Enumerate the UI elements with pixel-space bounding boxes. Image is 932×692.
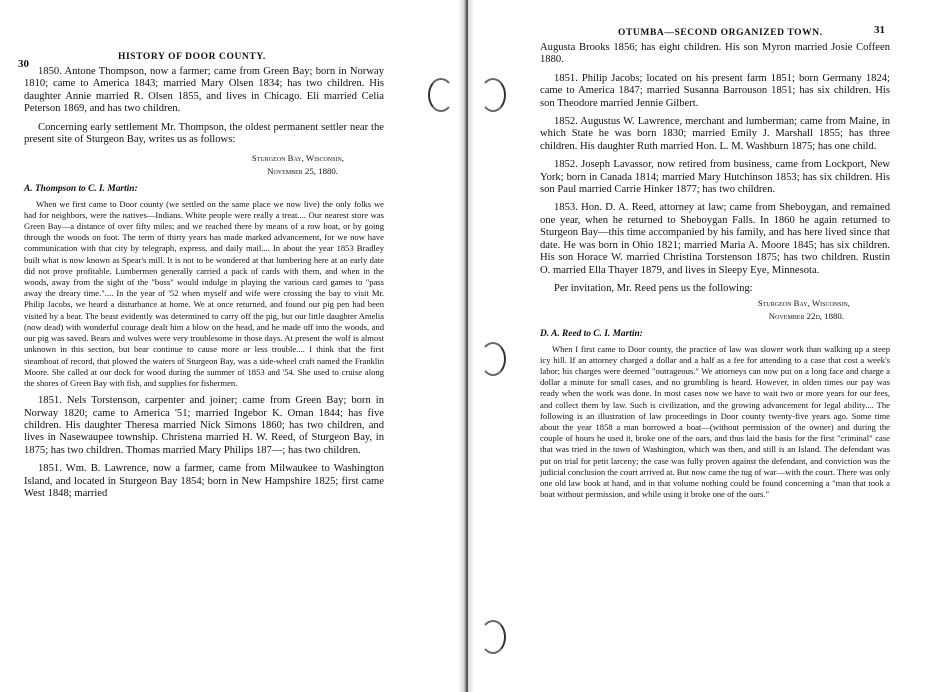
running-head: HISTORY OF DOOR COUNTY. bbox=[118, 52, 266, 62]
running-head: OTUMBA—SECOND ORGANIZED TOWN. bbox=[618, 28, 823, 38]
paragraph: 1851. Nels Torstenson, carpenter and joiner; came from Green Bay; born in Norway 1820; came to America '51; married Ingebor K. Oman 1844; has five children. His daughter Theresa married Nick Simons 1860; has two children, and lives in Nasewaupee township. Christena married H. W. Reed, of Sturgeon Bay, in 1875; has two children. Thomas married Mary Philips 187—; has two children. bbox=[24, 395, 384, 456]
paragraph: Per invitation, Mr. Reed pens us the following: bbox=[554, 282, 753, 294]
page-number: 30 bbox=[18, 58, 29, 70]
left-column bbox=[24, 66, 384, 506]
paragraph: 1852. Joseph Lavassor, now retired from business, came from Lockport, New York; born in Canada 1814; married Mary Hutchinson 1853; has six children. His son Paul married Carrie Hinker 1877; has two children. bbox=[540, 159, 890, 196]
paragraph: 1851. Wm. B. Lawrence, now a farmer, came from Milwaukee to Washington Island, and located in Sturgeon Bay 1854; born in New Hampshire 1825; first came West 1848; married bbox=[24, 463, 384, 499]
letter-place: Sturgeon Bay, Wisconsin, bbox=[251, 153, 344, 164]
page-number: 31 bbox=[874, 24, 885, 36]
letter-date: November 22d, 1880. bbox=[768, 310, 844, 321]
letter-text: When we first came to Door county (we settled on the same place we now live) the only folks we had for neighbors, were the natives—Indians. White people were really a treat.... Our nearest store was Green Bay—a distance of over fifty miles; and we reached there by means of a row boat, or by going through the woods on foot. The term of thirty years has made marked advancement, for we now have communication with that city by telegraph, express, and daily mail.... In about the year 1853 Bradley built what is now known as Spear's mill. It is not to be wondered at that lumbering here at an early date did not prove profitable. Lumbermen generally carried a pack of cards with them, and when in the woods, away from the sight of the "boss" would indulge in playing the various card games to "pass away the dreary time.".... In the year of '52 when myself and wife were crossing the bay to visit Mr. Philip Jacobs, we heard a disturbance at home. We at once returned, and found our pig pen had been visited by a bear. The beast evidently was determined to carry off the pig, but our little daughter Amelia (now dead) with wonderful courage dealt him a blow on the head, and he made off into the woods, and our pig was saved. Bears and wolves were very troublesome in those days. At present the wolf is almost unknown in this section, but bear continue to cause more or less trouble.... I think that the first steamboat of record, that plowed the waters of Sturgeon Bay, was a side-wheel craft named the Franklin Moore. She called at our dock for wood during the summer of 1853 and '54. She used to cruise along the shores of Green Bay with fish, and supplies for fishermen. bbox=[24, 198, 384, 388]
letter-text: When I first came to Door county, the practice of law was slower work than walking up a steep icy hill. If an attorney charged a dollar and a half as a fee for attending to a case that cost a week's labor; his charges were deemed "outrageous." We attorneys can now put on a long face and charge a dollar a minute for small cases, and no grumbling is heard. However, in olden times our pay was ready when the work was done. In most cases now we have to wait two or more years for our fees, and collect them by law. Such is civilization, and the growing advancement for legal ability.... The following is an illustration of law proceedings in Door county twenty-five years ago. Some time about the year 1858 a man borrowed a boat—(without permission of the owner) and during the couple of hours he used it, broke one of the oars, and thus laid the basis for the first "criminal" case that was tried in the town of Washington, which was then, and still is an Island. The defendant was put on trial for petit larceny; the case was fully proven against the defendant, and conviction was the judicial conclusion the court arrived at. But now came the tug of war—with the court. There was only one old law book at hand, and in that volume nothing could be found concerning a "man that took a boat without permission, and while using it broke one of the oars." bbox=[540, 343, 890, 500]
letter-place: Sturgeon Bay, Wisconsin, bbox=[757, 298, 850, 309]
paragraph: Augusta Brooks 1856; has eight children. His son Myron married Josie Coffeen 1880. bbox=[540, 42, 890, 66]
paragraph: 1853. Hon. D. A. Reed, attorney at law; came from Sheboygan, and remained one year, when he returned to Sheboygan Falls. In 1860 he again returned to Sturgeon Bay—this time accompanied by his family, and has here lived since that date. He was born in Ohio 1821; married Maria A. Moore 1845; has six children. His son Horace W. married Christina Torstenson 1875; has two children. Rustin O. married Ella Thayer 1879, and lives in Sleepy Eye, Minnesota. bbox=[540, 202, 890, 276]
letter-salutation: A. Thompson to C. I. Martin: bbox=[24, 184, 138, 195]
paragraph: Concerning early settlement Mr. Thompson, the oldest permanent settler near the present site of Sturgeon Bay, writes us as follows: bbox=[24, 121, 384, 146]
left-page bbox=[0, 0, 460, 692]
letter-dateline bbox=[540, 297, 850, 322]
gutter-line bbox=[466, 0, 468, 692]
right-page bbox=[470, 0, 932, 692]
letter-salutation: D. A. Reed to C. I. Martin: bbox=[540, 329, 643, 340]
right-column bbox=[540, 42, 890, 500]
paragraph: 1852. Augustus W. Lawrence, merchant and lumberman; came from Maine, in which State he was born 1830; married Emily J. Marshall 1855; has three children. His daughter Ruth married Hon. L. M. Washburn 1875; has one child. bbox=[540, 116, 890, 152]
letter-body bbox=[24, 199, 384, 389]
letter-date: November 25, 1880. bbox=[267, 165, 338, 176]
letter-body bbox=[540, 344, 890, 501]
paragraph: 1850. Antone Thompson, now a farmer; came from Green Bay; born in Norway 1810; came to America 1843; married Mary Olsen 1834; has two children. His daughter Annie married R. Olsen 1855, and lives in Chicago. Eli married Celia Peterson 1869, and has two children. bbox=[24, 66, 384, 115]
letter-dateline bbox=[24, 152, 344, 177]
paragraph: 1851. Philip Jacobs; located on his present farm 1851; born Germany 1824; came to America 1847; married Susanna Barrouson 1851; has six children. His son Theodore married Jennie Gilbert. bbox=[540, 72, 890, 109]
